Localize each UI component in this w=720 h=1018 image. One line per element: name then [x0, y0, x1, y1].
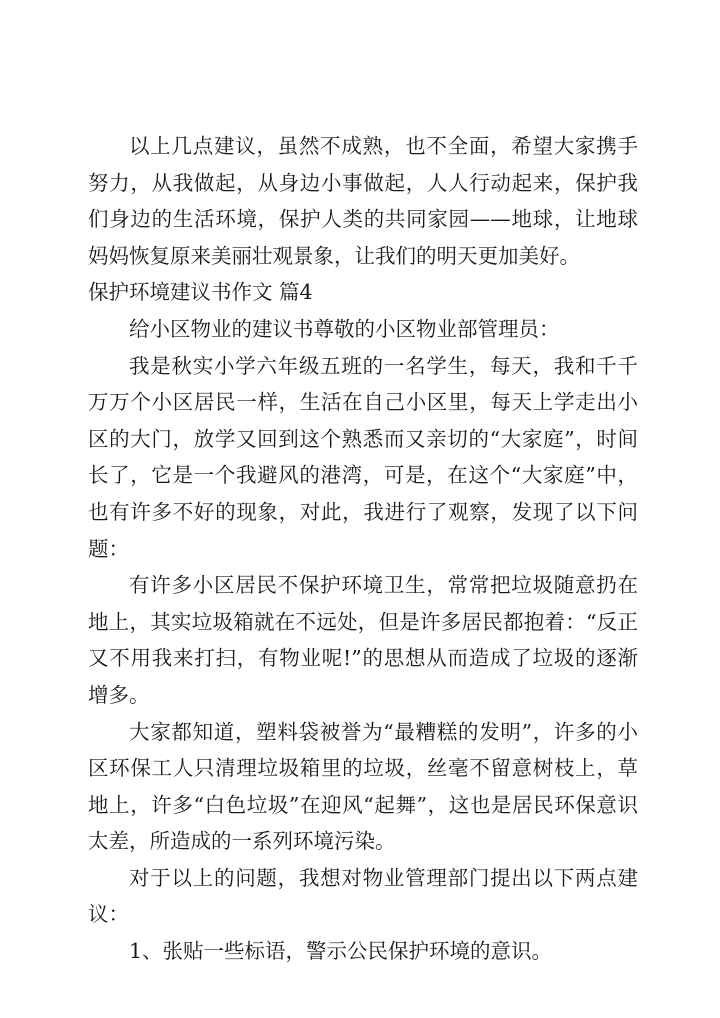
paragraph-problem-plastic: 大家都知道，塑料袋被誉为“最糟糕的发明”，许多的小区环保工人只清理垃圾箱里的垃圾，丝毫不留意树枝上，草地上，许多“白色垃圾”在迎风“起舞”，这也是居民环保意识太差，所造成的一系列环境污染。 — [88, 719, 638, 854]
section-heading: 保护环境建议书作文 篇4 — [88, 280, 313, 305]
paragraph-suggestion-1: 1、张贴一些标语，警示公民保护环境的意识。 — [129, 939, 553, 964]
document-page — [88, 128, 638, 970]
paragraph-conclusion: 以上几点建议，虽然不成熟，也不全面，希望大家携手努力，从我做起，从身边小事做起，人人行动起来，保护我们身边的生活环境，保护人类的共同家园——地球，让地球妈妈恢复原来美丽壮观景象，让我们的明天更加美好。 — [88, 134, 638, 268]
paragraph-suggestions-intro: 对于以上的问题，我想对物业管理部门提出以下两点建议： — [88, 865, 638, 927]
paragraph-introduction: 我是秋实小学六年级五班的一名学生，每天，我和千千万万个小区居民一样，生活在自己小区里，每天上学走出小区的大门，放学又回到这个熟悉而又亲切的“大家庭”，时间长了，它是一个我避风的港湾，可是，在这个“大家庭”中，也有许多不好的现象，对此，我进行了观察，发现了以下问题： — [88, 353, 638, 561]
paragraph-problem-litter: 有许多小区居民不保护环境卫生，常常把垃圾随意扔在地上，其实垃圾箱就在不远处，但是许多居民都抱着：“反正又不用我来打扫，有物业呢!”的思想从而造成了垃圾的逐渐增多。 — [88, 573, 638, 707]
paragraph-salutation: 给小区物业的建议书尊敬的小区物业部管理员： — [129, 316, 560, 341]
